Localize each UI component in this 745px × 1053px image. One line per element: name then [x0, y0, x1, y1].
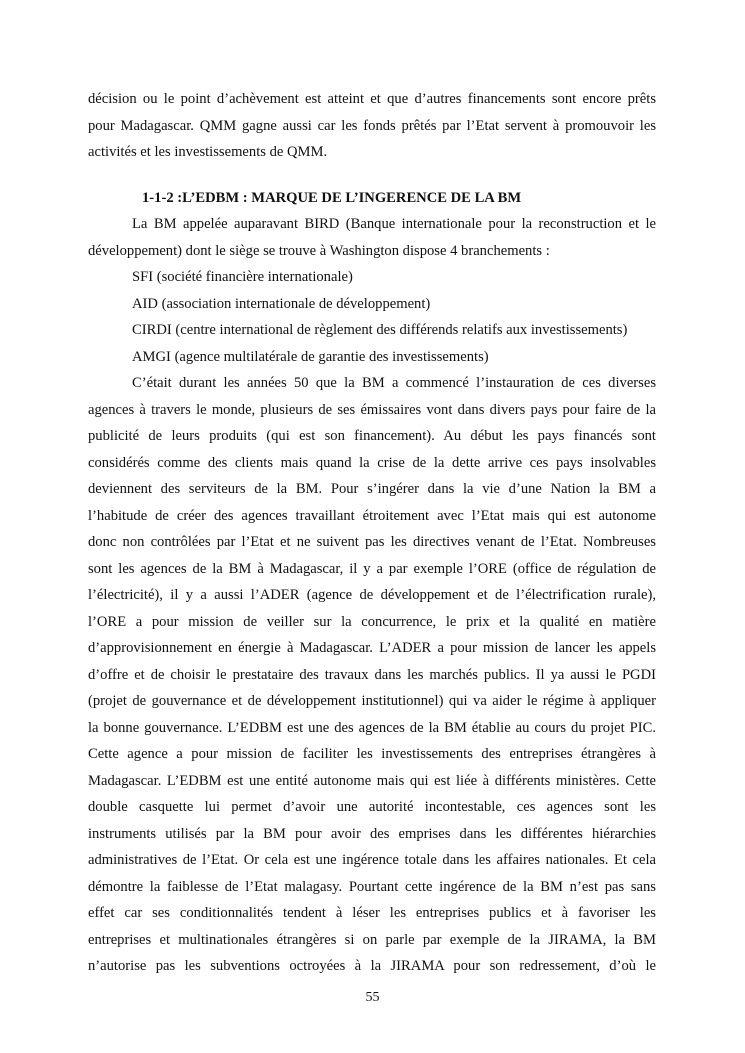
page-number: 55: [365, 990, 380, 1005]
text-line: l’habitude de créer des agences travaillant étroitement avec l’Etat mais qui est autonome: [88, 507, 656, 524]
text-line: la bonne gouvernance. L’EDBM est une des agences de la BM établie au cours du projet PIC.: [88, 719, 656, 736]
text-line: entreprises et multinationales étrangères si on parle par exemple de la JIRAMA, la BM: [88, 931, 656, 948]
text-line: administratives de l’Etat. Or cela est une ingérence totale dans les affaires nationales. Et cela: [88, 852, 656, 868]
text-line: instruments utilisés par la BM pour avoir des emprises dans les différentes hiérarchies: [88, 825, 656, 842]
section-heading: 1-1-2 :L’EDBM : MARQUE DE L’INGERENCE DE LA BM: [142, 189, 522, 206]
list-item: AID (association internationale de développement): [132, 295, 431, 312]
text-line: (projet de gouvernance et de développement institutionnel) qui va aider le régime à appliquer: [88, 693, 656, 709]
text-line: effet car ses conditionnalités tendent à léser les entreprises publics et à favoriser les: [88, 905, 656, 921]
paragraph-2: [88, 211, 656, 264]
text-line: Cette agence a pour mission de faciliter les investissements des entreprises étrangères à: [88, 746, 656, 762]
text-line: agences à travers le monde, plusieurs de ses émissaires vont dans divers pays pour faire de la: [88, 401, 656, 418]
text-line: deviennent des serviteurs de la BM. Pour s’ingérer dans la vie d’une Nation la BM a: [88, 481, 656, 497]
text-line: C’était durant les années 50 que la BM a commencé l’instauration de ces diverses: [132, 375, 656, 391]
text-line: donc non contrôlées par l’Etat et ne suivent pas les directives venant de l’Etat. Nombreuses: [88, 534, 656, 550]
paragraph-gap: [88, 166, 656, 185]
paragraph-1: [88, 86, 656, 166]
text-line: activités et les investissements de QMM.: [88, 144, 328, 160]
text-line: double casquette lui permet d’avoir une autorité incontestable, ces agences sont les: [88, 799, 656, 815]
text-line: démontre la faiblesse de l’Etat malagasy. Pourtant cette ingérence de la BM n’est pas sans: [88, 878, 656, 895]
list-item: SFI (société financière internationale): [132, 269, 353, 285]
text-line: pour Madagascar. QMM gagne aussi car les fonds prêtés par l’Etat servent à promouvoir les: [88, 117, 656, 134]
text-line: d’offre et de choisir le prestataire des travaux dans les marchés publics. Il ya aussi le PGDI: [88, 666, 656, 683]
text-line: n’autorise pas les subventions octroyées à la JIRAMA pour son redressement, d’où le: [88, 958, 656, 974]
text-line: considérés comme des clients mais quand la crise de la dette arrive ces pays insolvables: [88, 454, 656, 471]
text-line: l’ORE a pour mission de veiller sur la concurrence, le prix et la qualité en matière: [88, 613, 656, 630]
text-line: développement) dont le siège se trouve à Washington dispose 4 branchements :: [88, 242, 550, 259]
list-item: CIRDI (centre international de règlement des différends relatifs aux investissements): [132, 322, 628, 338]
list-item: AMGI (agence multilatérale de garantie des investissements): [132, 348, 489, 365]
text-line: sont les agences de la BM à Madagascar, il y a par exemple l’ORE (office de régulation de: [88, 560, 656, 577]
paragraph-3: [88, 370, 656, 980]
text-line: l’électricité), il y a aussi l’ADER (agence de développement et de l’électrification rurale),: [88, 587, 656, 603]
text-line: décision ou le point d’achèvement est atteint et que d’autres financements sont encore prêts: [88, 91, 656, 107]
body-text: [88, 86, 656, 980]
text-line: La BM appelée auparavant BIRD (Banque internationale pour la reconstruction et le: [132, 216, 656, 232]
text-line: Madagascar. L’EDBM est une entité autonome mais qui est liée à différents ministères. Cette: [88, 772, 656, 789]
branches-list: [88, 264, 656, 370]
text-line: d’approvisionnement en énergie à Madagascar. L’ADER a pour mission de lancer les appels: [88, 640, 656, 656]
text-line: publicité de leurs produits (qui est son financement). Au début les pays financés sont: [88, 428, 656, 444]
